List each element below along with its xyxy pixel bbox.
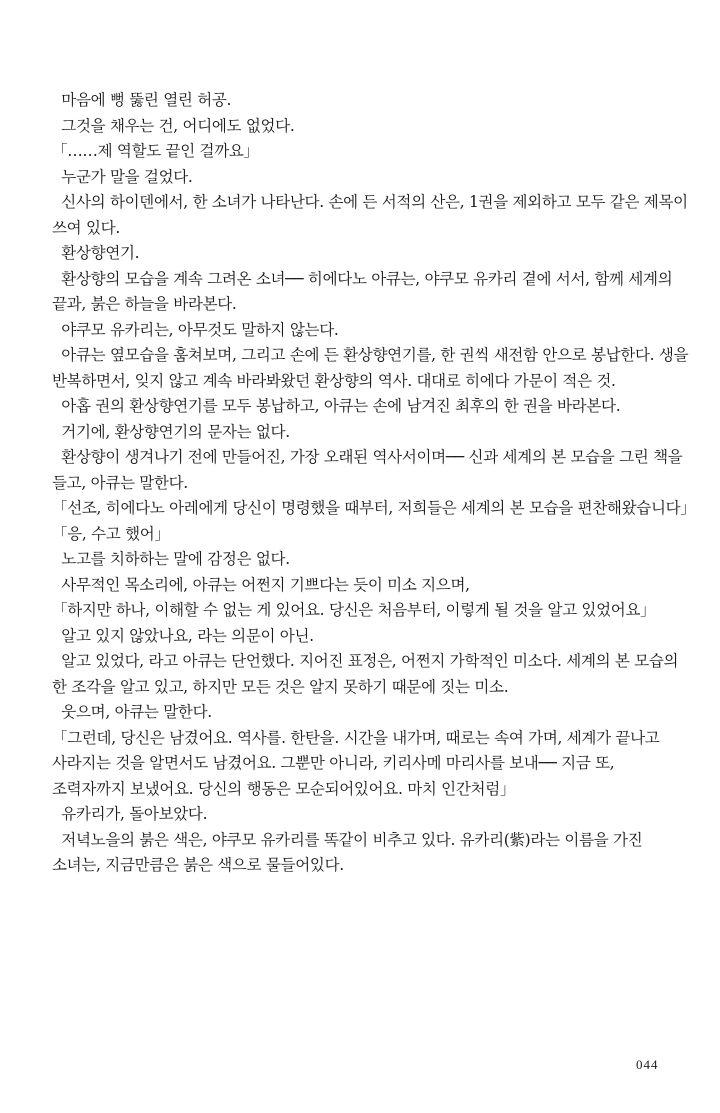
paragraph: 「그런데, 당신은 남겼어요. 역사를. 한탄을. 시간을 내가며, 때로는 속여 가며, 세계가 끝나고 사라지는 것을 알면서도 남겼어요. 그뿐만 아니라, 키리사메 마리사를 보내── 지금 또, 조력자까지 보냈어요. 당신의 행동은 모순되어있어요. 마치 인간처럼」	[52, 728, 660, 798]
paragraph: 알고 있지 않았나요, 라는 의문이 아닌.	[61, 626, 314, 645]
paragraph: 거기에, 환상향연기의 문자는 없다.	[61, 422, 290, 441]
paragraph: 「……제 역할도 끝인 걸까요」	[52, 142, 259, 160]
paragraph: 누군가 말을 걸었다.	[61, 167, 193, 186]
paragraph: 사무적인 목소리에, 아큐는 어쩐지 기쁘다는 듯이 미소 지으며,	[61, 575, 470, 594]
paragraph: 아홉 권의 환상향연기를 모두 봉납하고, 아큐는 손에 남겨진 최후의 한 권을 바라본다.	[61, 397, 621, 415]
page-number: 044	[636, 1057, 659, 1072]
paragraph: 「선조, 히에다노 아레에게 당신이 명령했을 때부터, 저희들은 세계의 본 모습을 편찬해왔습니다」	[52, 499, 696, 517]
paragraph: 웃으며, 아큐는 말한다.	[61, 703, 212, 721]
paragraph: 마음에 뻥 뚫린 열린 허공.	[61, 91, 232, 109]
paragraph: 야쿠모 유카리는, 아무것도 말하지 않는다.	[61, 320, 339, 339]
paragraph: 알고 있었다, 라고 아큐는 단언했다. 지어진 표정은, 어쩐지 가학적인 미소다. 세계의 본 모습의 한 조각을 알고 있고, 하지만 모든 것은 알지 못하기 때문에 짓는 미소.	[52, 652, 679, 696]
paragraph: 「응, 수고 했어」	[52, 524, 170, 543]
paragraph: 환상향의 모습을 계속 그려온 소녀── 히에다노 아큐는, 야쿠모 유카리 곁에 서서, 함께 세계의 끝과, 붉은 하늘을 바라본다.	[52, 269, 673, 313]
paragraph: 환상향연기.	[61, 244, 140, 262]
paragraph: 그것을 채우는 건, 어디에도 없었다.	[61, 116, 295, 135]
paragraph: 「하지만 하나, 이해할 수 없는 게 있어요. 당신은 처음부터, 이렇게 될 것을 알고 있었어요」	[52, 601, 656, 619]
paragraph: 유카리가, 돌아보았다.	[61, 805, 208, 823]
body-text	[52, 88, 696, 879]
paragraph: 신사의 하이덴에서, 한 소녀가 나타난다. 손에 든 서적의 산은, 1권을 제외하고 모두 같은 제목이 쓰여 있다.	[52, 193, 688, 237]
paragraph: 아큐는 옆모습을 훔쳐보며, 그리고 손에 든 환상향연기를, 한 권씩 새전함 안으로 봉납한다. 생을 반복하면서, 잊지 않고 계속 바라봐왔던 환상향의 역사. 대대로 히에다 가문이 적은 것.	[52, 346, 689, 390]
paragraph: 저녁노을의 붉은 색은, 야쿠모 유카리를 똑같이 비추고 있다. 유카리(紫)라는 이름을 가진 소녀는, 지금만큼은 붉은 색으로 물들어있다.	[52, 830, 643, 874]
paragraph: 노고를 치하하는 말에 감정은 없다.	[61, 550, 290, 568]
paragraph: 환상향이 생겨나기 전에 만들어진, 가장 오래된 역사서이며── 신과 세계의 본 모습을 그린 책을 들고, 아큐는 말한다.	[52, 448, 683, 492]
